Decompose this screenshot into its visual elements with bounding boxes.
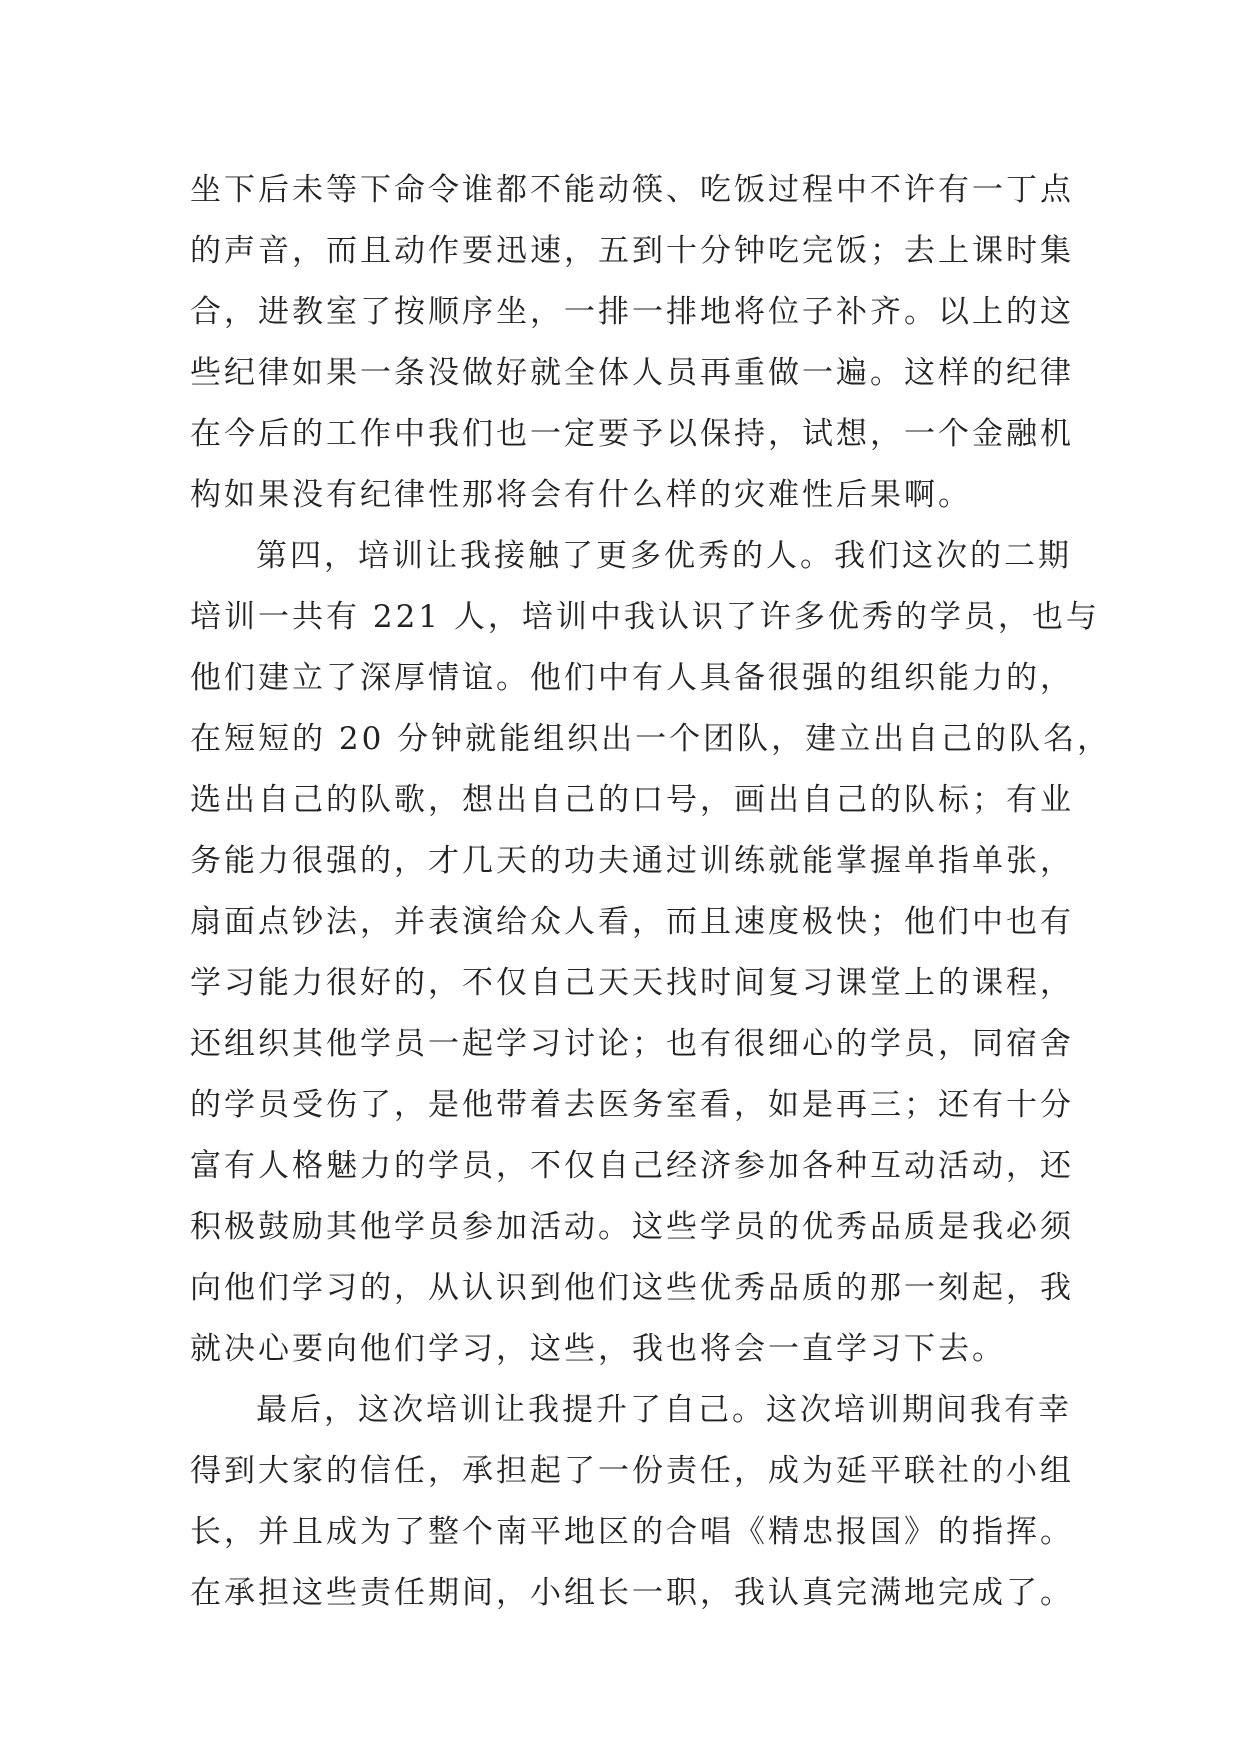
text-line: 合，进教室了按顺序坐，一排一排地将位子补齐。以上的这 (190, 294, 1074, 330)
text-line: 学习能力很好的，不仅自己天天找时间复习课堂上的课程， (190, 965, 1074, 1001)
text-line: 就决心要向他们学习，这些，我也将会一直学习下去。 (190, 1331, 1006, 1367)
text-line: 些纪律如果一条没做好就全体人员再重做一遍。这样的纪律 (190, 355, 1074, 391)
text-line: 扇面点钞法，并表演给众人看，而且速度极快；他们中也有 (190, 904, 1074, 940)
text-line: 在短短的 20 分钟就能组织出一个团队，建立出自己的队名， (190, 721, 1112, 757)
text-line: 的学员受伤了，是他带着去医务室看，如是再三；还有十分 (190, 1087, 1074, 1123)
body-text (190, 160, 1112, 1624)
paragraph-start-line: 最后，这次培训让我提升了自己。这次培训期间我有幸 (256, 1392, 1072, 1428)
text-line: 他们建立了深厚情谊。他们中有人具备很强的组织能力的， (190, 660, 1074, 696)
text-line: 坐下后未等下命令谁都不能动筷、吃饭过程中不许有一丁点 (190, 172, 1074, 208)
text-line: 选出自己的队歌，想出自己的口号，画出自己的队标；有业 (190, 782, 1074, 818)
text-line: 向他们学习的，从认识到他们这些优秀品质的那一刻起，我 (190, 1270, 1074, 1306)
text-line: 得到大家的信任，承担起了一份责任，成为延平联社的小组 (190, 1453, 1074, 1489)
text-line: 构如果没有纪律性那将会有什么样的灾难性后果啊。 (190, 477, 972, 513)
text-line: 富有人格魅力的学员，不仅自己经济参加各种互动活动，还 (190, 1148, 1074, 1184)
text-line: 在承担这些责任期间，小组长一职，我认真完满地完成了。 (190, 1575, 1074, 1611)
text-line: 长，并且成为了整个南平地区的合唱《精忠报国》的指挥。 (190, 1514, 1074, 1550)
text-line: 在今后的工作中我们也一定要予以保持，试想，一个金融机 (190, 416, 1074, 452)
paragraph-start-line: 第四，培训让我接触了更多优秀的人。我们这次的二期 (256, 538, 1072, 574)
text-line: 还组织其他学员一起学习讨论；也有很细心的学员，同宿舍 (190, 1026, 1074, 1062)
text-line: 积极鼓励其他学员参加活动。这些学员的优秀品质是我必须 (190, 1209, 1074, 1245)
text-line: 的声音，而且动作要迅速，五到十分钟吃完饭；去上课时集 (190, 233, 1074, 269)
text-line: 培训一共有 221 人，培训中我认识了许多优秀的学员，也与 (190, 599, 1100, 635)
text-line: 务能力很强的，才几天的功夫通过训练就能掌握单指单张， (190, 843, 1074, 879)
